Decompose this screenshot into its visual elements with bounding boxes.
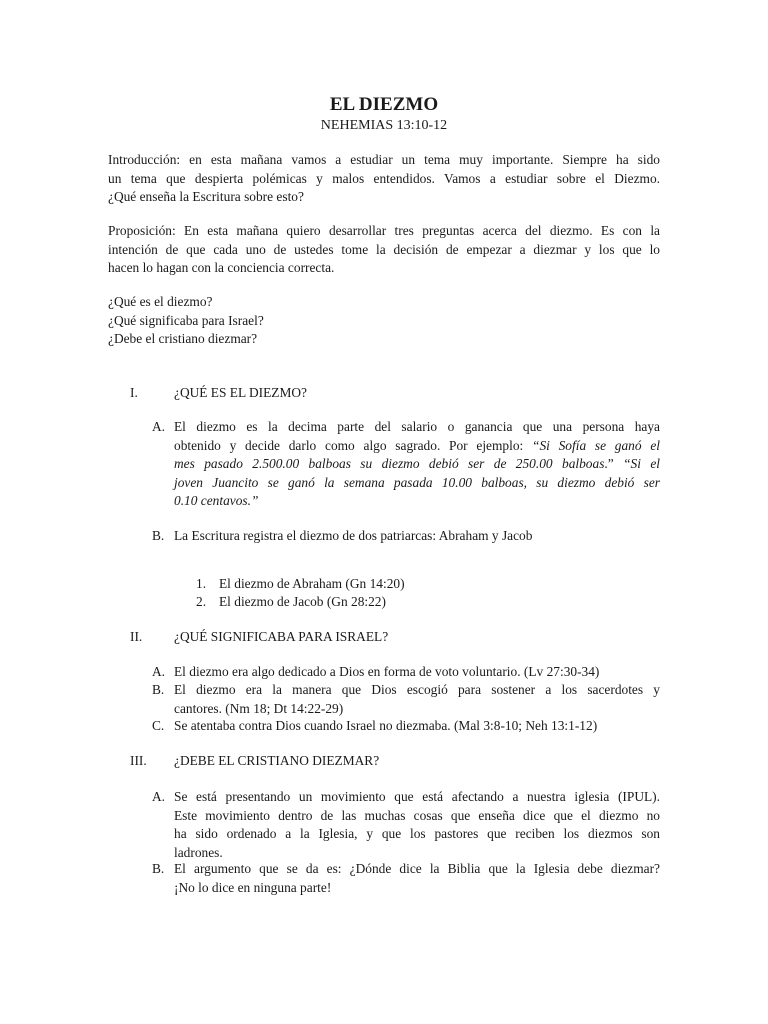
proposition-line: hacen lo hagan con la conciencia correcta.	[108, 260, 335, 275]
proposition-paragraph	[108, 222, 660, 278]
section-number: I.	[130, 385, 138, 400]
section-heading: ¿DEBE EL CRISTIANO DIEZMAR?	[174, 753, 380, 768]
item-text	[174, 788, 660, 862]
questions-list	[108, 293, 660, 349]
item-letter: B.	[152, 528, 165, 543]
subitem-number: 2.	[196, 594, 207, 609]
item-text: La Escritura registra el diezmo de dos patriarcas: Abraham y Jacob	[174, 528, 533, 543]
item-letter: A.	[152, 789, 166, 804]
item-line-plain: .”	[604, 456, 614, 471]
item-line	[174, 437, 660, 456]
section-heading: ¿QUÉ ES EL DIEZMO?	[174, 385, 308, 400]
example-quote: mes pasado 2.500.00 balboas su diezmo debió ser de 250.00 balboas	[174, 456, 605, 471]
item-line: El diezmo era la manera que Dios escogió para sostener a los sacerdotes y	[174, 682, 660, 697]
example-quote: “Si Sofía se ganó el	[532, 437, 660, 453]
item-text: Se atentaba contra Dios cuando Israel no diezmaba. (Mal 3:8-10; Neh 13:1-12)	[174, 718, 598, 733]
item-line	[174, 492, 660, 511]
item-letter: B.	[152, 682, 165, 697]
item-line: Se está presentando un movimiento que está afectando a nuestra iglesia (IPUL).	[174, 789, 660, 804]
section-number: II.	[130, 629, 143, 644]
item-line: ladrones.	[174, 844, 223, 860]
item-line: Este movimiento dentro de las muchas cosas que enseña dice que el diezmo no	[174, 807, 660, 823]
item-line: El argumento que se da es: ¿Dónde dice la Biblia que la Iglesia debe diezmar?	[174, 861, 660, 876]
item-letter: A.	[152, 664, 166, 679]
example-quote: joven Juancito se ganó la semana pasada 10.00 balboas, su diezmo debió ser	[174, 474, 660, 490]
item-letter: A.	[152, 419, 166, 434]
section-heading: ¿QUÉ SIGNIFICABA PARA ISRAEL?	[174, 629, 389, 644]
item-letter: B.	[152, 861, 165, 876]
item-text	[174, 418, 660, 511]
intro-line: ¿Qué enseña la Escritura sobre esto?	[108, 189, 304, 204]
item-line: ¡No lo dice en ninguna parte!	[174, 879, 332, 895]
item-letter: C.	[152, 718, 165, 733]
subitem-text: El diezmo de Abraham (Gn 14:20)	[219, 576, 405, 591]
item-text: El diezmo era algo dedicado a Dios en forma de voto voluntario. (Lv 27:30-34)	[174, 664, 600, 679]
proposition-line: Proposición: En esta mañana quiero desarrollar tres preguntas acerca del diezmo. Es con la	[108, 223, 660, 238]
intro-line: Introducción: en esta mañana vamos a estudiar un tema muy importante. Siempre ha sido	[108, 152, 660, 167]
question-item: ¿Qué es el diezmo?	[108, 294, 213, 309]
item-text	[174, 860, 660, 897]
subitem-text: El diezmo de Jacob (Gn 28:22)	[219, 594, 386, 609]
example-quote: 0.10 centavos.”	[174, 493, 259, 508]
item-line	[174, 474, 660, 493]
item-line: ha sido ordenado a la Iglesia, y que los pastores que reciben los diezmos son	[174, 826, 660, 841]
section-number: III.	[130, 753, 147, 768]
document-subtitle: NEHEMIAS 13:10-12	[320, 118, 448, 133]
intro-line: un tema que despierta polémicas y malos entendidos. Vamos a estudiar sobre el Diezmo.	[108, 170, 660, 186]
item-text	[174, 681, 660, 718]
proposition-line: intención de que cada uno de ustedes tome la decisión de empezar a diezmar y los que lo	[108, 241, 660, 257]
item-line: cantores. (Nm 18; Dt 14:22-29)	[174, 700, 344, 716]
item-line: El diezmo es la decima parte del salario o ganancia que una persona haya	[174, 419, 660, 434]
subitem-number: 1.	[196, 576, 207, 591]
item-line-plain: obtenido y decide darlo como algo sagrado. Por ejemplo:	[174, 437, 524, 453]
example-quote: “Si el	[623, 456, 660, 471]
intro-paragraph	[108, 151, 660, 207]
question-item: ¿Qué significaba para Israel?	[108, 312, 264, 328]
question-item: ¿Debe el cristiano diezmar?	[108, 331, 258, 346]
item-line	[174, 455, 660, 474]
document-title: EL DIEZMO	[329, 94, 439, 115]
